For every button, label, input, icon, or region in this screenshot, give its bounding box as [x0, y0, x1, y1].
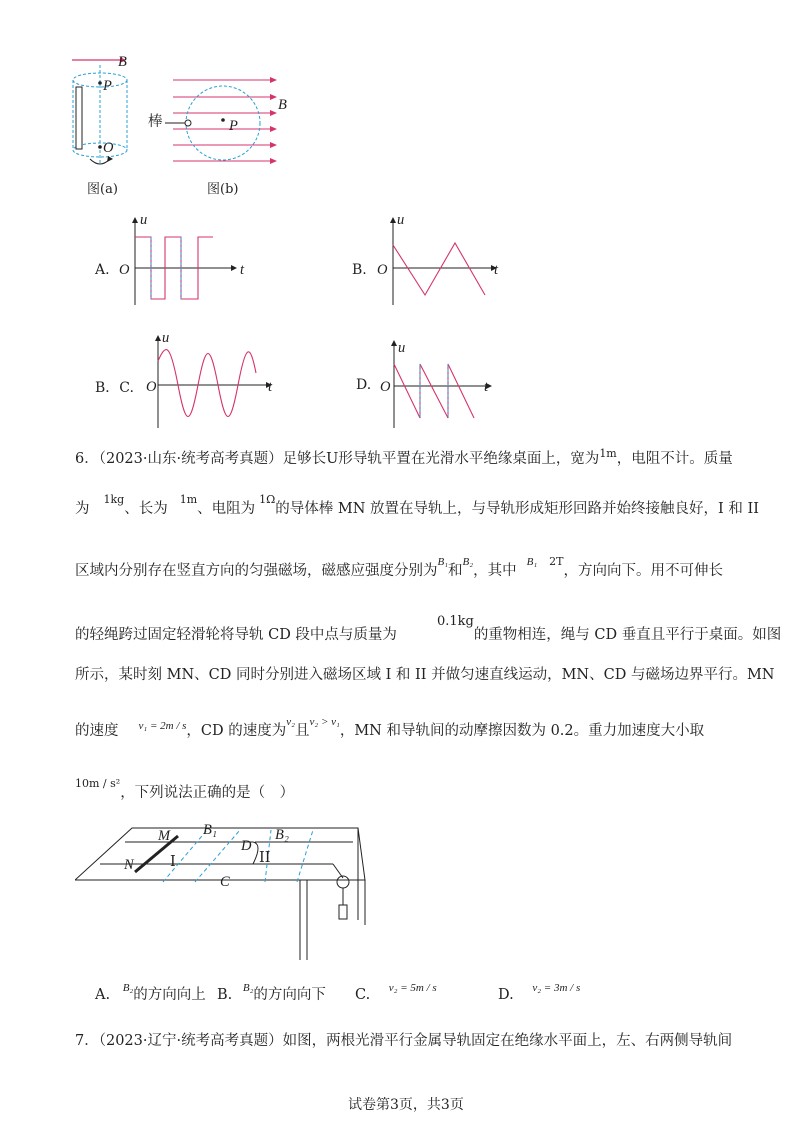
q5-b-t-axis: t — [494, 262, 499, 278]
q5-option-c-label: B．C. — [95, 380, 134, 396]
q6-option-b[interactable]: B. $^{B_2}$的方向向下 — [217, 982, 326, 1003]
q6-line-6: 的速度 $^{v_1 = 2m / s}$，CD 的速度为$^{v_2}$且$^{v_2 > v_1}$，MN 和导轨间的动摩擦因数为 0.2。重力加速度大小取 — [75, 716, 705, 739]
q5-b-origin: O — [377, 262, 388, 278]
fig-b-caption: 图(b) — [207, 182, 239, 197]
q6-line-5: 所示，某时刻 MN、CD 同时分别进入磁场区域 I 和 II 并做匀速直线运动，MN、CD 与磁场边界平行。MN — [75, 667, 775, 683]
q5-a-u-axis: u — [140, 212, 148, 228]
figure-b-field — [165, 65, 285, 175]
q6-fig-B1-label: B₁ — [203, 822, 217, 838]
q5-d-u-axis: u — [398, 340, 406, 356]
q5-c-origin: O — [146, 379, 157, 395]
q5-c-t-axis: t — [268, 379, 273, 395]
q6-fig-region-I: I — [170, 854, 176, 870]
q6-fig-M-label: M — [158, 828, 171, 844]
q5-graph-b-triangle-wave — [375, 215, 505, 310]
q5-d-origin: O — [380, 379, 391, 395]
fig-a-O-label: O — [103, 140, 114, 156]
fig-a-B-label: B — [118, 54, 127, 70]
q5-graph-a-square-wave — [115, 215, 245, 310]
q6-option-a[interactable]: A. $^{B_2}$的方向向上 — [95, 982, 206, 1003]
q5-option-a-label: A. — [95, 262, 110, 278]
q6-fig-C-label: C — [220, 874, 230, 890]
q6-fig-region-II: II — [259, 850, 271, 866]
q5-c-u-axis: u — [162, 330, 170, 346]
q5-b-u-axis: u — [397, 212, 405, 228]
q6-option-d[interactable]: D. $^{v_2 = 3m / s}$ — [498, 982, 581, 1003]
fig-a-P-label: P — [103, 78, 112, 94]
fig-a-caption: 图(a) — [87, 182, 118, 197]
q5-a-t-axis: t — [240, 262, 245, 278]
figure-a-cylinder — [60, 55, 140, 185]
q5-a-origin: O — [119, 262, 130, 278]
q7-line-1: 7．（2023·辽宁·统考高考真题）如图，两根光滑平行金属导轨固定在绝缘水平面上，左、右两侧导轨间 — [75, 1033, 733, 1049]
q6-option-c[interactable]: C. $^{v_2 = 5m / s}$ — [355, 982, 437, 1003]
fig-b-P-label: P — [229, 118, 238, 134]
fig-b-B-label: B — [278, 97, 287, 113]
fig-b-rod-label: 棒 — [148, 114, 163, 130]
q5-d-t-axis: t — [484, 379, 489, 395]
q5-option-d-label: D. — [356, 377, 372, 393]
q6-line-7: $^{10m / s^2}$，下列说法正确的是（ ） — [75, 777, 295, 801]
q6-line-3: 区域内分别存在竖直方向的匀强磁场，磁感应强度分别为$^{B_1}$和$^{B_2}$，其中$^{B_1}$ $^{2T}$，方向向下。用不可伸长 — [75, 555, 723, 579]
q5-option-b-label: B. — [352, 262, 367, 278]
q6-fig-N-label: N — [124, 857, 134, 873]
q5-graph-c-sine-wave — [140, 333, 280, 433]
q6-line-2: 为$^{1kg}$、长为$^{1m}$、电阻为$^{1\Omega}$的导体棒 MN 放置在导轨上，与导轨形成矩形回路并始终接触良好，I 和 II — [75, 493, 759, 517]
q6-figure-table — [75, 820, 375, 965]
q6-fig-B2-label: B₂ — [275, 827, 289, 843]
page-footer: 试卷第3页，共3页 — [348, 1097, 464, 1113]
q6-fig-D-label: D — [241, 838, 252, 854]
q6-line-4: 的轻绳跨过固定轻滑轮将导轨 CD 段中点与质量为0.1kg的重物相连，绳与 CD 垂直且平行于桌面。如图 — [75, 614, 782, 643]
q6-line-1: 6．（2023·山东·统考高考真题）足够长U形导轨平置在光滑水平绝缘桌面上，宽为$^{1m}$，电阻不计。质量 — [75, 447, 733, 467]
